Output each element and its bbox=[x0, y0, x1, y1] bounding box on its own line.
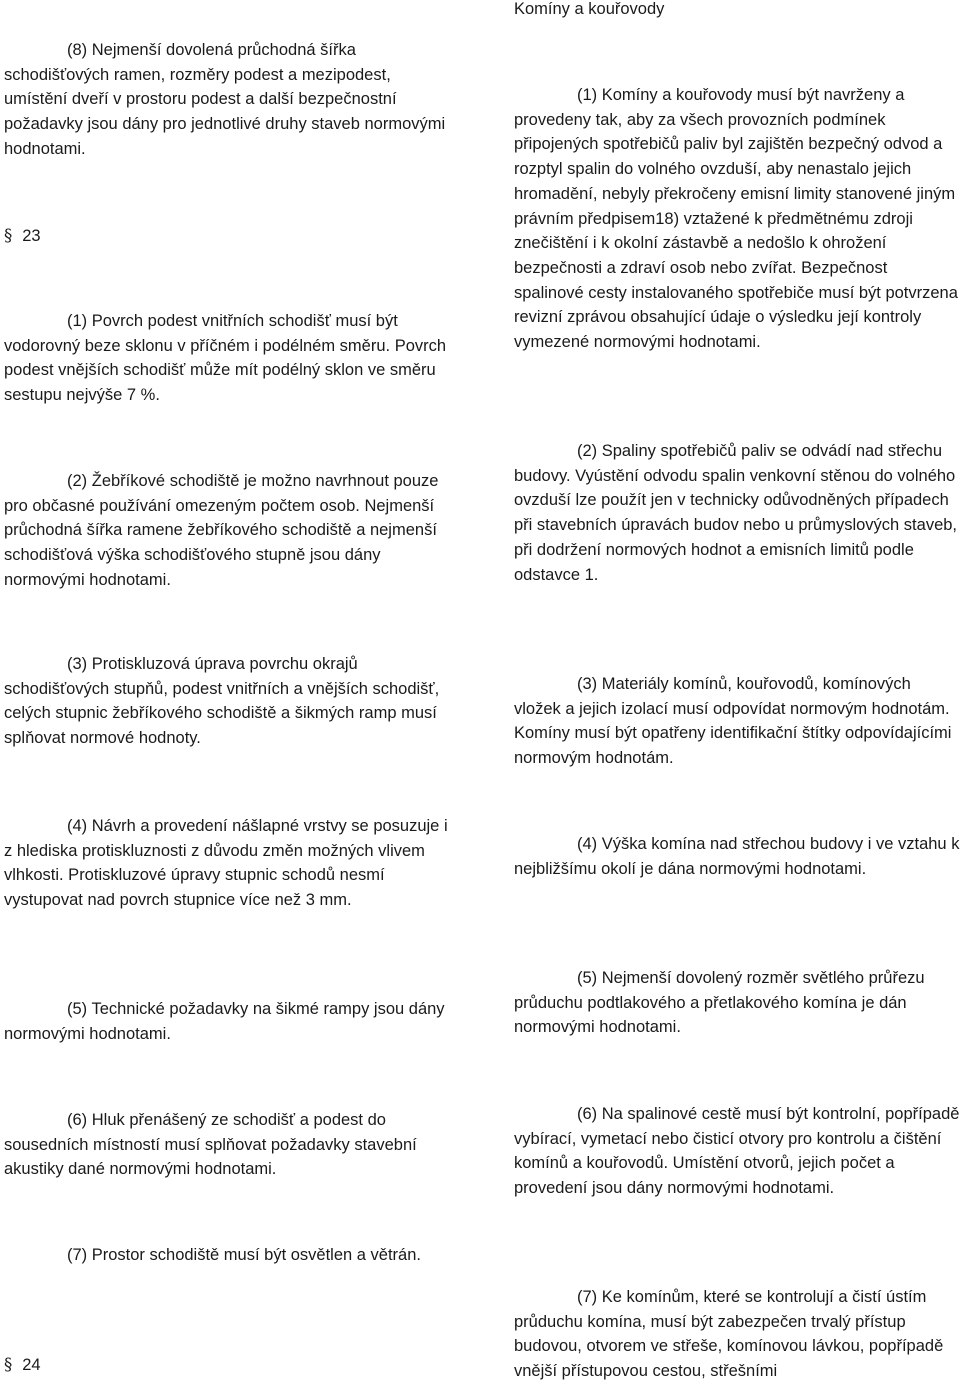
paragraph-height-4: (4) Výška komína nad střechou budovy i ve vztahu k nejbližšímu okolí je dána normovými hodnotami. bbox=[514, 835, 960, 878]
paragraph-lighting-7: (7) Prostor schodiště musí být osvětlen a větrán. bbox=[67, 1246, 421, 1264]
section-number: 24 bbox=[22, 1356, 41, 1374]
paragraph-materials-3: (3) Materiály komínů, kouřovodů, komínových vložek a jejich izolací musí odpovídat normovým hodnotám. Komíny musí být opatřeny identifikační štítky odpovídajícími normovým hodnotám. bbox=[514, 675, 952, 768]
paragraph-landings-1: (1) Povrch podest vnitřních schodišť musí být vodorovný beze sklonu v příčném i podélném směru. Povrch podest vnějších schodišť může mít podélný sklon ve směru sestupu nejvýše 7 %. bbox=[4, 312, 447, 405]
paragraph-chimneys-1: (1) Komíny a kouřovody musí být navrženy a provedeny tak, aby za všech provozních podmínek připojených spotřebičů paliv byl zajištěn bezpečný odvod a rozptyl spalin do volného ovzduší, aby nenastalo jejich hromadění, nebyly překročeny emisní limity stanovené jiným právním předpisem18) vztažené k předmětnému zdroji znečištění i k okolní zástavbě a nedošlo k ohrožení bezpečnosti a zdraví osob nebo zvířat. Bezpečnost spalinové cesty instalovaného spotřebiče musí být potvrzena revizní zprávou obsahující údaje o výsledku její kontroly vymezené normovými hodnotami. bbox=[514, 86, 958, 352]
section-23-heading bbox=[4, 224, 41, 248]
paragraph-ladder-stairs-2: (2) Žebříkové schodiště je možno navrhnout pouze pro občasné používání omezeným počtem osob. Nejmenší průchodná šířka ramene žebříkového schodiště a nejmenší schodišťová výška schodišťového stupně jsou dány normovými hodnotami. bbox=[4, 472, 439, 589]
section-number: 23 bbox=[22, 227, 41, 245]
paragraph-ramps-5: (5) Technické požadavky na šikmé rampy jsou dány normovými hodnotami. bbox=[4, 1000, 445, 1043]
running-header: Komíny a kouřovody bbox=[514, 0, 665, 18]
paragraph-cross-section-5: (5) Nejmenší dovolený rozměr světlého průřezu průduchu podtlakového a přetlakového komína je dán normovými hodnotami. bbox=[514, 969, 925, 1037]
section-sign: § bbox=[4, 1355, 13, 1374]
paragraph-inspection-openings-6: (6) Na spalinové cestě musí být kontrolní, popřípadě vybírací, vymetací nebo čisticí otvory pro kontrolu a čištění komínů a kouřovodů. Umístění otvorů, jejich počet a provedení jsou dány normovými hodnotami. bbox=[514, 1105, 960, 1198]
paragraph-flue-gas-2: (2) Spaliny spotřebičů paliv se odvádí nad střechu budovy. Vyústění odvodu spalin venkovní stěnou do volného ovzduší lze použít jen v technicky odůvodněných případech při stavebních úpravách budov nebo u průmyslových staveb, při dodržení normových hodnot a emisních limitů podle odstavce 1. bbox=[514, 442, 958, 584]
section-24-heading bbox=[4, 1353, 41, 1377]
paragraph-tread-layer-4: (4) Návrh a provedení nášlapné vrstvy se posuzuje i z hlediska protiskluznosti z důvodu změn možných vlivem vlhkosti. Protiskluzové úpravy stupnic schodů nesmí vystupovat nad povrch stupnice více než 3 mm. bbox=[4, 817, 448, 910]
section-sign: § bbox=[4, 226, 13, 245]
paragraph-noise-6: (6) Hluk přenášený ze schodišť a podest do sousedních místností musí splňovat požadavky stavební akustiky dané normovými hodnotami. bbox=[4, 1111, 417, 1179]
paragraph-stairs-8: (8) Nejmenší dovolená průchodná šířka schodišťových ramen, rozměry podest a mezipodest, umístění dveří v prostoru podest a další bezpečnostní požadavky jsou dány pro jednotlivé druhy staveb normovými hodnotami. bbox=[4, 41, 446, 158]
paragraph-access-7: (7) Ke komínům, které se kontrolují a čistí ústím průduchu komína, musí být zabezpečen trvalý přístup budovou, otvorem ve střeše, komínovou lávkou, popřípadě vnější přístupovou cestou, střešními bbox=[514, 1288, 944, 1381]
paragraph-anti-slip-3: (3) Protiskluzová úprava povrchu okrajů schodišťových stupňů, podest vnitřních a vnějších schodišť, celých stupnic žebříkového schodiště a šikmých ramp musí splňovat normové hodnoty. bbox=[4, 655, 440, 748]
